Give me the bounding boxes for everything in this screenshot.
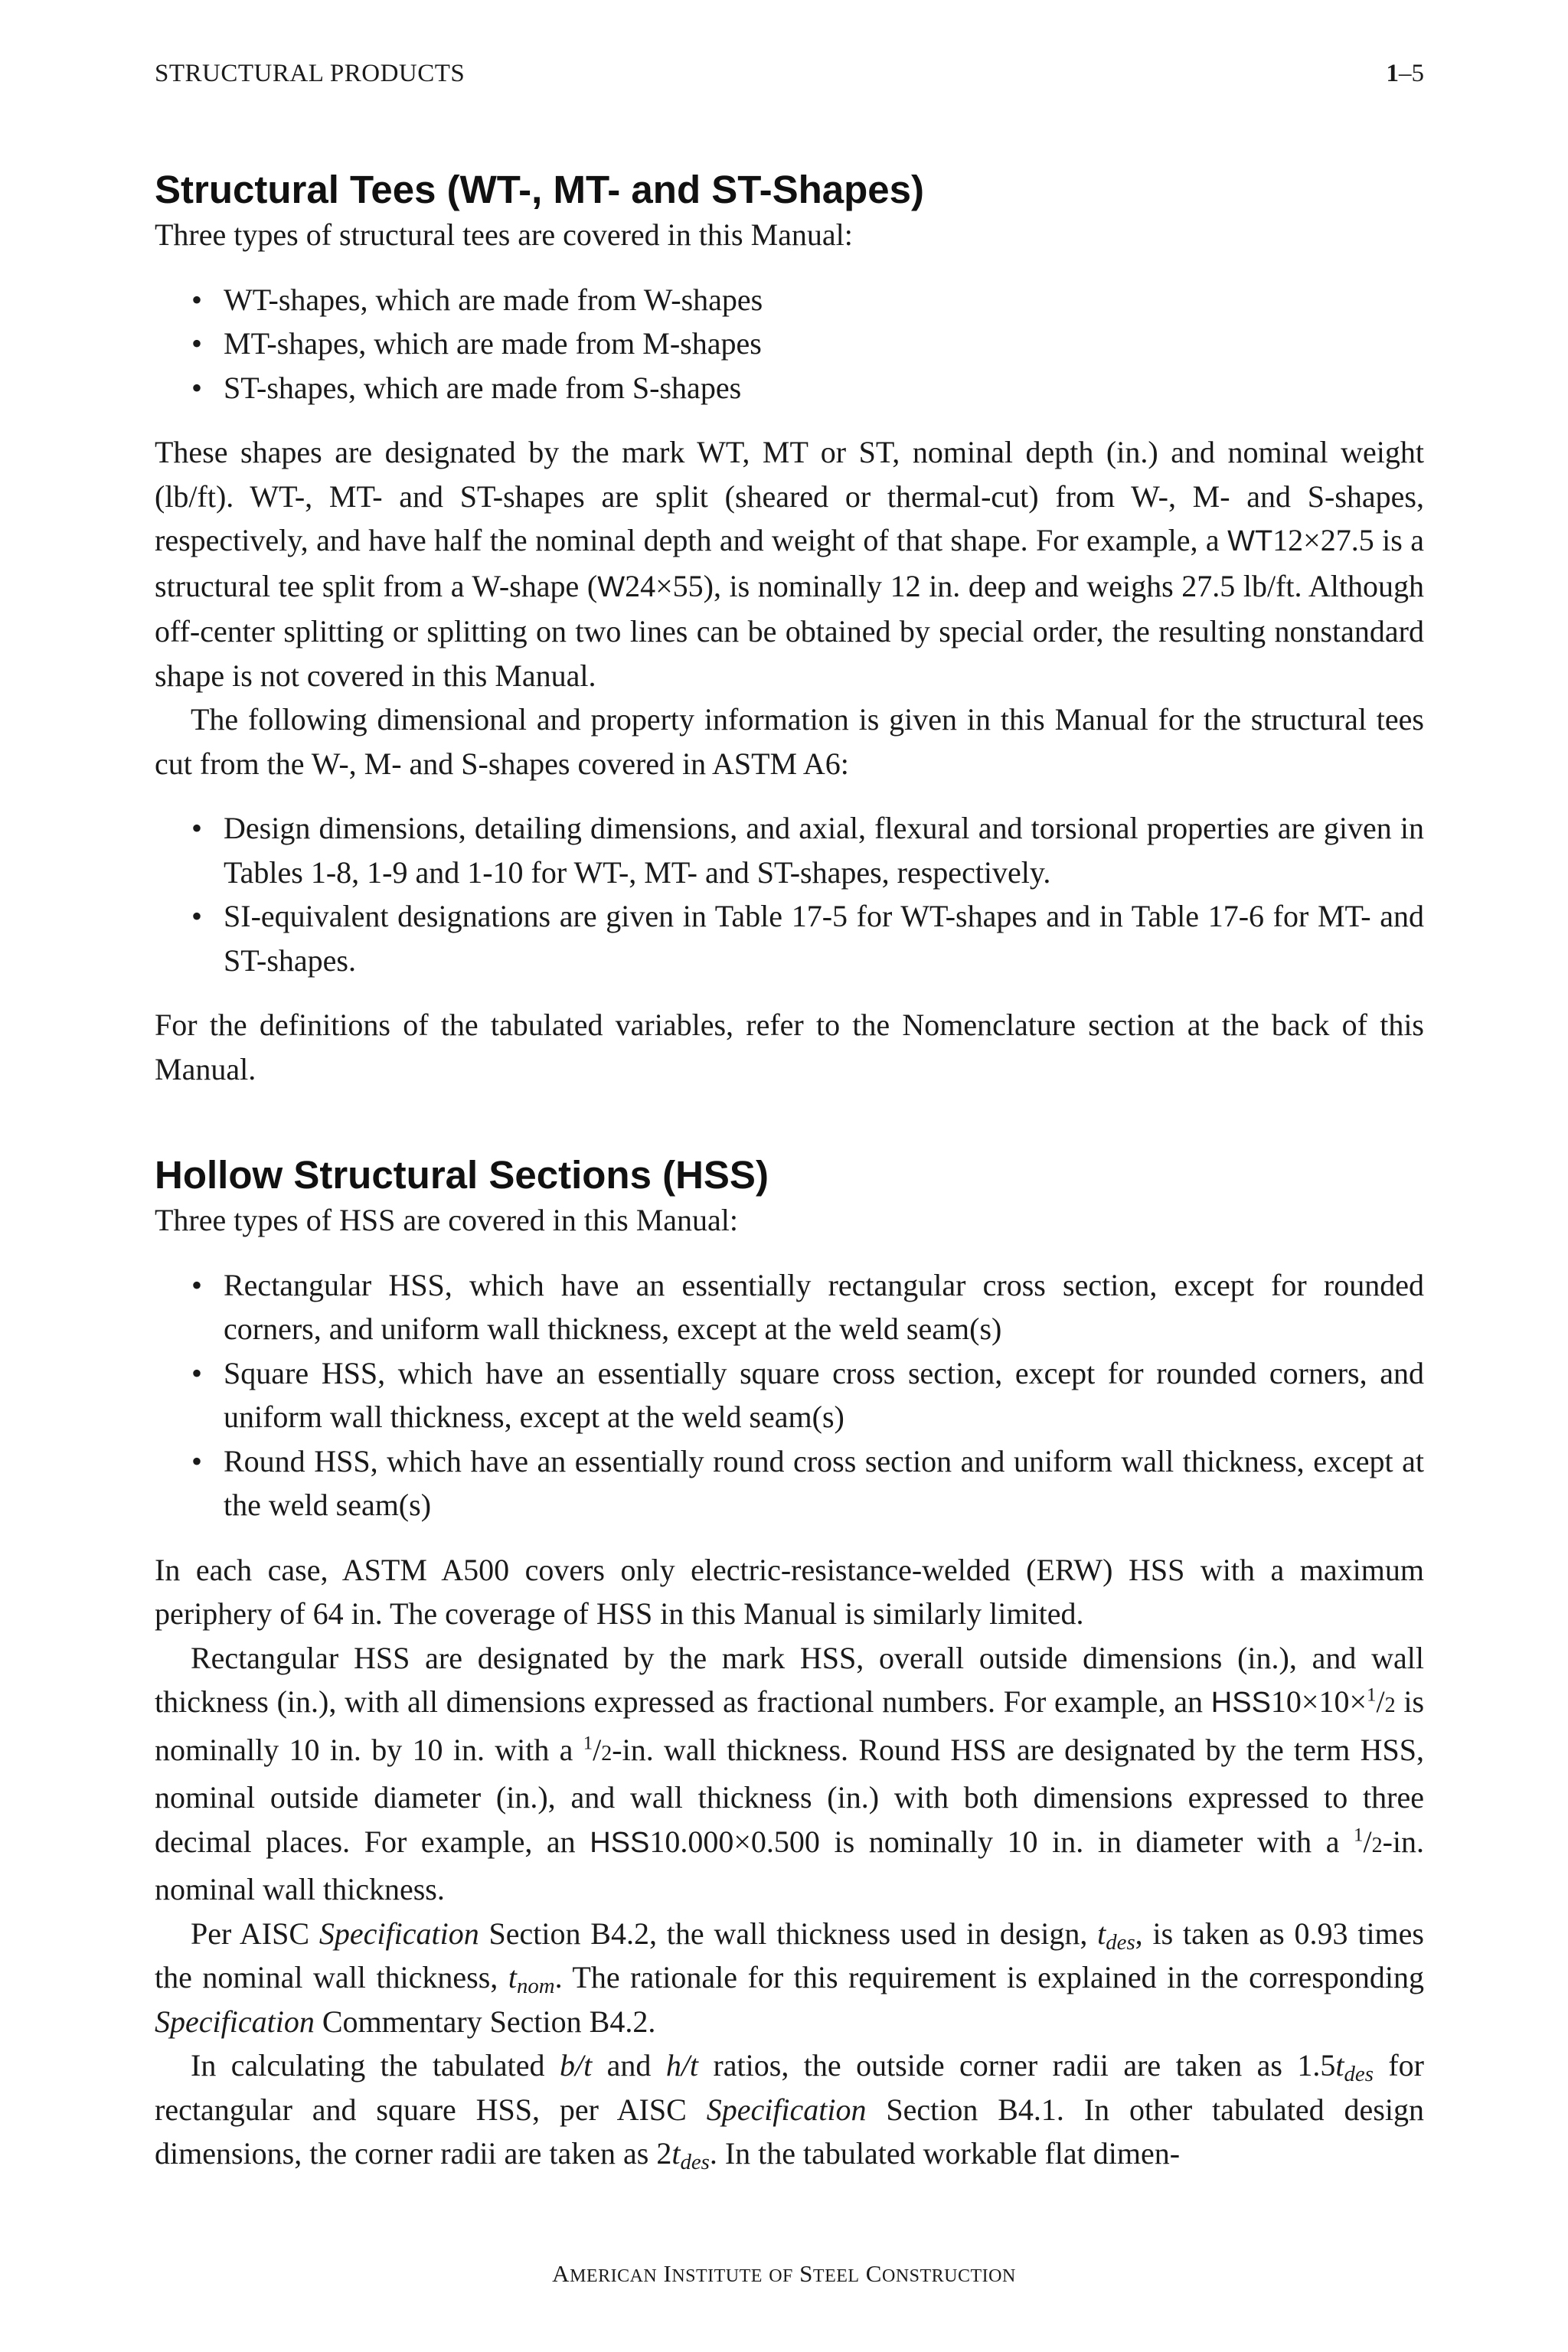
text-run: . The rationale for this requirement is explained in the corresponding xyxy=(554,1960,1424,1994)
paragraph: The following dimensional and property information is given in this Manual for the structural tees cut from the W-, M- and S-shapes covered in ASTM A6: xyxy=(155,702,1424,781)
text-run: Section B4.1. In other tabulated design dimensions, the corner radii are taken as 2 xyxy=(155,2092,1424,2171)
section-intro: Three types of structural tees are covered in this Manual: xyxy=(155,217,853,252)
footer-smallcaps: NSTITUTE xyxy=(671,2266,763,2286)
fraction-denominator: 2 xyxy=(1384,1694,1396,1717)
text-run: is a structural tee split from a W-shape ( xyxy=(155,523,1424,603)
text-run: . In the tabulated workable flat dimen- xyxy=(709,2136,1181,2171)
text-run: is nominally 10 in. in diameter with a xyxy=(819,1824,1354,1859)
spec-term: Specification xyxy=(155,2004,315,2039)
spec-term: Specification xyxy=(706,2092,867,2127)
hss-types-list xyxy=(155,1263,1424,1527)
fraction-numerator: 1 xyxy=(1367,1684,1377,1706)
text-run: Per AISC xyxy=(191,1916,319,1951)
bullet-icon: • xyxy=(191,1355,203,1390)
section-structural-tees xyxy=(155,167,1424,1091)
paragraph xyxy=(155,1912,1424,2044)
shape-size: 10×10× xyxy=(1270,1684,1367,1719)
list-item xyxy=(191,322,1424,366)
math-subscript: nom xyxy=(516,1974,555,1999)
math-symbol: b/t xyxy=(559,2048,593,2082)
fraction-numerator: 1 xyxy=(1354,1824,1364,1846)
spec-term: Specification xyxy=(318,1916,479,1951)
fraction-numerator: 1 xyxy=(583,1733,593,1754)
paragraph: In each case, ASTM A500 covers only electric-resistance-welded (ERW) HSS with a maximum periphery of 64 in. The coverage of HSS in this Manual is similarly limited. xyxy=(155,1552,1424,1631)
footer-cap: I xyxy=(663,2260,672,2287)
math-symbol: h/t xyxy=(665,2048,699,2082)
paragraph: Rectangular HSS are designated by the mark HSS, overall outside dimensions (in.), and wall thickness (in.), with all dimensions expressed as fractional numbers. For example, an HSS10×10×$^1$/2 is nominally 10 in. by 10 in. with a $^1$/2-in. wall thickness. Round HSS are designated by the term HSS, nominal outside diameter (in.), and wall thickness (in.) with both dimensions expressed to three decimal places. For example, an HSS10.000×0.500 is nominally 10 in. in diameter with a $^1$/2-in. nominal wall thickness. xyxy=(155,1640,1425,1906)
bullet-icon: • xyxy=(191,326,203,361)
text-run: Rectangular HSS are designated by the mark HSS, overall outside dimensions (in.), and wall thickness (in.), with all dimensions expressed as fractional numbers. For example, an xyxy=(155,1640,1424,1719)
list-item xyxy=(191,894,1424,982)
text-run: In calculating the tabulated xyxy=(191,2048,560,2082)
math-symbol: t xyxy=(508,1960,517,1994)
list-item-text: ST-shapes, which are made from S-shapes xyxy=(224,370,742,405)
list-item xyxy=(191,278,1424,322)
bullet-icon: • xyxy=(191,811,203,845)
list-item-text: Round HSS, which have an essentially round cross section and uniform wall thickness, except at the weld seam(s) xyxy=(224,1443,1424,1522)
math-subscript: des xyxy=(1106,1929,1135,1955)
bullet-icon: • xyxy=(191,370,203,405)
math-subscript: des xyxy=(680,2150,710,2175)
shape-size: 10.000×0.500 xyxy=(649,1824,820,1859)
page-footer xyxy=(0,2260,1568,2288)
list-item-text: Rectangular HSS, which have an essentially rectangular cross section, except for rounded corners, and uniform wall thickness, except at the weld seam(s) xyxy=(224,1267,1424,1346)
paragraph: For the definitions of the tabulated variables, refer to the Nomenclature section at the back of this Manual. xyxy=(155,1008,1424,1086)
math-symbol: t xyxy=(1335,2048,1344,2082)
math-symbol: t xyxy=(671,2136,681,2171)
shape-size: 24×55 xyxy=(625,568,704,603)
footer-smallcaps: TEEL xyxy=(812,2266,860,2286)
shape-mark: WT xyxy=(1227,525,1273,557)
text-run: ratios, the outside corner radii are taken as 1.5 xyxy=(698,2048,1336,2082)
shape-mark: HSS xyxy=(590,1826,650,1859)
footer-smallcaps: OF xyxy=(769,2266,793,2286)
list-item xyxy=(191,1351,1424,1439)
text-run: -in. wall thickness. Round HSS are designated by the term HSS, nominal outside diameter (in.), and wall thickness (in.) with both dimensions expressed to three decimal places. For example, an xyxy=(155,1732,1424,1859)
text-run: -in. nominal wall thickness. xyxy=(155,1824,1424,1906)
shape-mark: HSS xyxy=(1210,1687,1271,1719)
running-title: STRUCTURAL PRODUCTS xyxy=(155,60,466,87)
list-item-text: Square HSS, which have an essentially square cross section, except for rounded corners, and uniform wall thickness, except at the weld seam(s) xyxy=(224,1355,1424,1434)
bullet-icon: • xyxy=(191,1443,203,1478)
shape-size: 12×27.5 xyxy=(1272,523,1374,557)
text-run: ), is nominally 12 in. deep and weighs 27.5 lb/ft. Although off-center splitting or splitting on two lines can be obtained by special order, the resulting nonstandard shape is not covered in this Manual. xyxy=(155,568,1425,693)
section-intro: Three types of HSS are covered in this Manual: xyxy=(155,1203,739,1237)
text-run: , is taken as 0.93 times the nominal wall thickness, xyxy=(155,1916,1424,1994)
page-suffix: –5 xyxy=(1399,60,1424,87)
list-item xyxy=(191,366,1424,410)
bullet-icon: • xyxy=(191,899,203,933)
paragraph xyxy=(155,430,1424,697)
footer-smallcaps: ONSTRUCTION xyxy=(881,2266,1016,2286)
fraction-denominator: 2 xyxy=(1371,1833,1383,1857)
list-item-text: WT-shapes, which are made from W-shapes xyxy=(224,282,763,317)
page-body xyxy=(155,167,1424,2176)
list-item xyxy=(191,1439,1424,1527)
footer-cap: C xyxy=(865,2260,882,2287)
text-run: Commentary Section B4.2. xyxy=(314,2004,656,2039)
bullet-icon: • xyxy=(191,1267,203,1302)
list-item-text: MT-shapes, which are made from M-shapes xyxy=(224,326,762,361)
text-run: is nominally 10 in. by 10 in. with a xyxy=(155,1684,1425,1767)
info-list xyxy=(155,806,1424,982)
page-number xyxy=(1387,60,1425,88)
footer-cap: S xyxy=(799,2260,813,2287)
text-run: Section B4.2, the wall thickness used in design, xyxy=(479,1916,1098,1951)
chapter-number: 1 xyxy=(1386,60,1399,87)
section-title: Hollow Structural Sections (HSS) xyxy=(155,1153,769,1197)
text-run: These shapes are designated by the mark WT, MT or ST, nominal depth (in.) and nominal weight (lb/ft). WT-, MT- and ST-shapes are split (sheared or thermal-cut) from W-, M- and S-shapes, respectively, and have half the nominal depth and weight of that shape. For example, a xyxy=(155,435,1424,557)
page-header xyxy=(155,60,1424,93)
list-item xyxy=(191,806,1424,894)
list-item-text: Design dimensions, detailing dimensions, and axial, flexural and torsional properties are given in Tables 1-8, 1-9 and 1-10 for WT-, MT- and ST-shapes, respectively. xyxy=(224,811,1424,890)
shape-mark: W xyxy=(597,570,626,603)
footer-smallcaps: MERICAN xyxy=(570,2266,658,2286)
fraction-denominator: 2 xyxy=(601,1741,612,1766)
tee-types-list xyxy=(155,278,1424,410)
bullet-icon: • xyxy=(191,282,203,317)
footer-cap: A xyxy=(552,2260,570,2287)
paragraph xyxy=(155,2043,1424,2176)
section-hss xyxy=(155,1152,1424,2176)
section-title: Structural Tees (WT-, MT- and ST-Shapes) xyxy=(155,168,925,211)
math-symbol: t xyxy=(1097,1916,1106,1951)
text-run: for rectangular and square HSS, per AISC xyxy=(155,2048,1424,2127)
list-item xyxy=(191,1263,1424,1351)
math-subscript: des xyxy=(1344,2062,1374,2087)
text-run: and xyxy=(592,2048,666,2082)
list-item-text: SI-equivalent designations are given in Table 17-5 for WT-shapes and in Table 17-6 for MT- and ST-shapes. xyxy=(224,899,1424,978)
